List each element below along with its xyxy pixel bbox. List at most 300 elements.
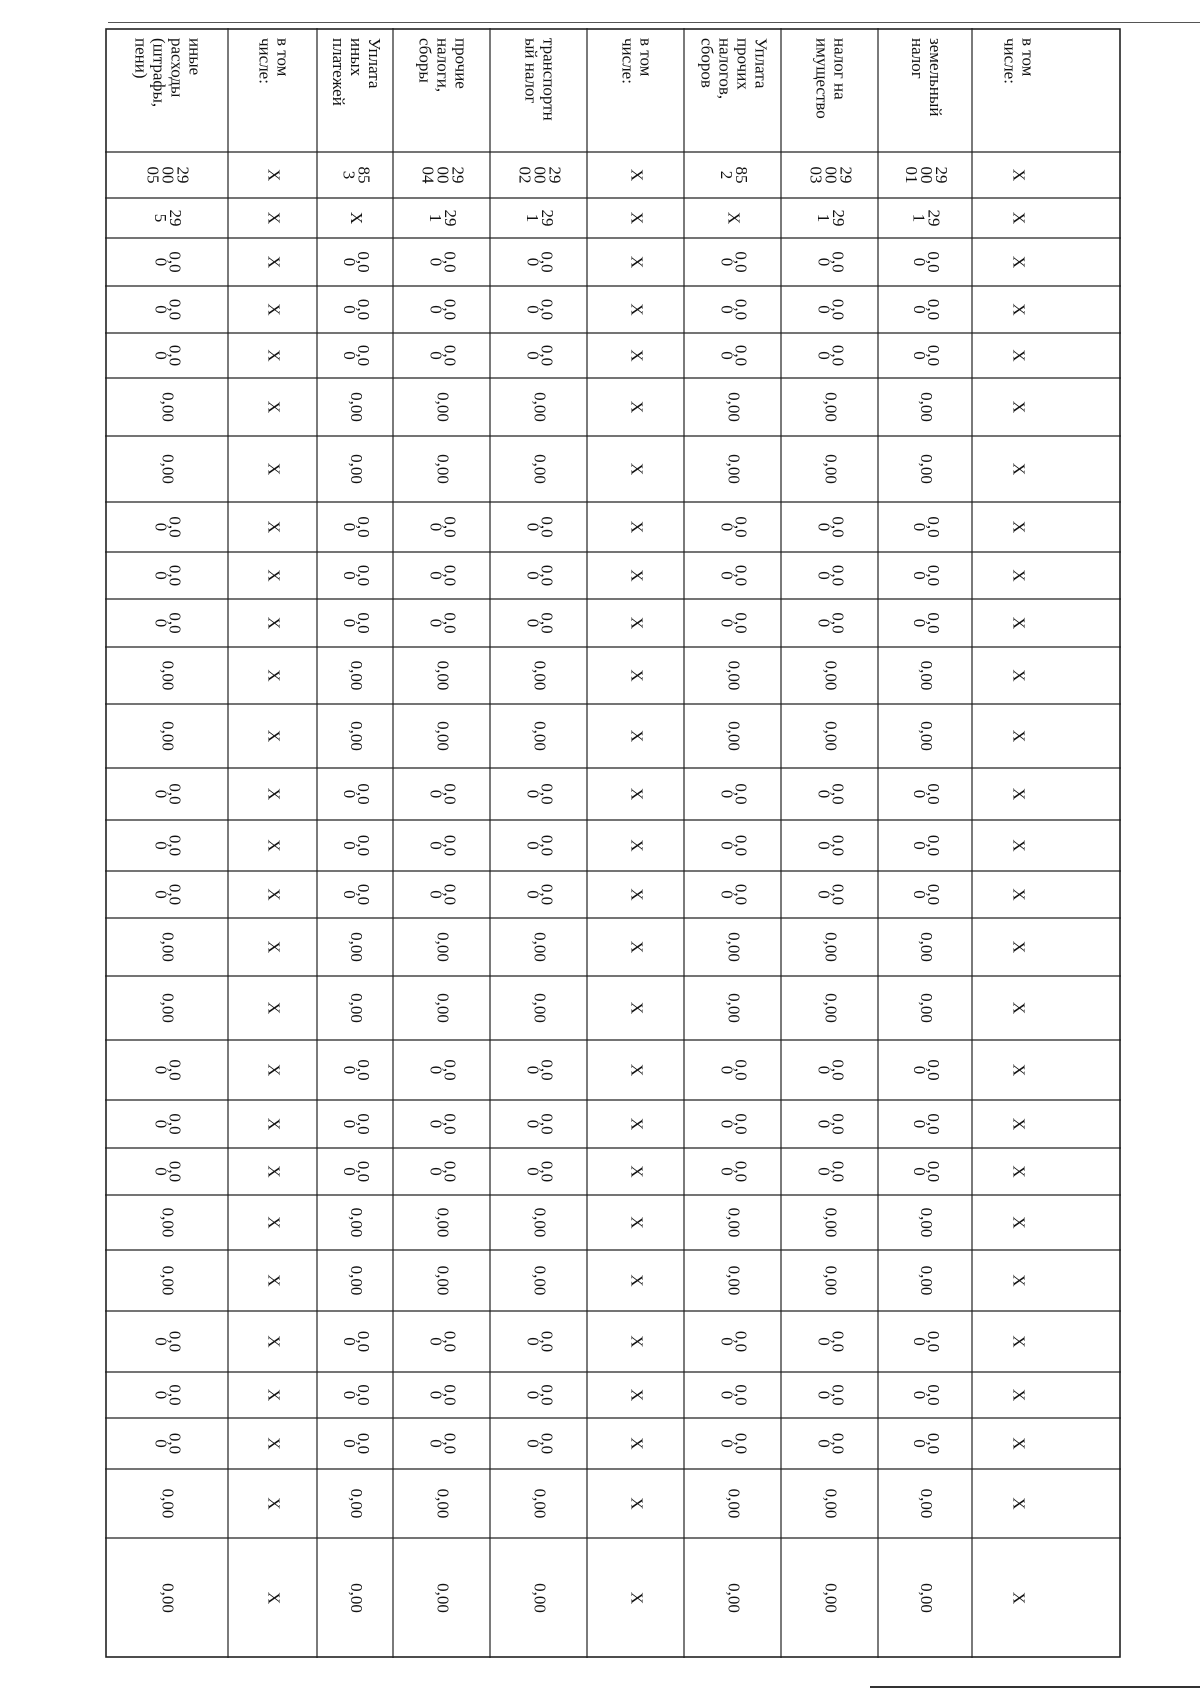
- cell-x-line: X: [264, 940, 284, 954]
- cell-x-line: X: [264, 462, 284, 476]
- cell-value-line: 0: [523, 618, 543, 628]
- cell-value: [152, 884, 185, 905]
- cell-value: [427, 835, 460, 856]
- cell-value-line: 0,0: [924, 516, 944, 538]
- cell-x: [265, 256, 284, 268]
- cell-x-line: X: [264, 787, 284, 801]
- cell-value-line: 0: [814, 351, 834, 360]
- cell-value-line: 0: [340, 890, 360, 899]
- cell-x-line: X: [1009, 1437, 1029, 1450]
- row-label-line: налог на: [830, 38, 850, 100]
- cell-value-line: 0: [814, 1065, 834, 1075]
- cell-value-line: 0: [523, 1439, 543, 1448]
- cell-x-line: X: [627, 940, 647, 954]
- cell-value-line: 0,00: [530, 660, 550, 691]
- cell-x: [628, 349, 647, 361]
- cell-value: [159, 1266, 178, 1296]
- cell-value: [725, 721, 744, 751]
- row-label-line: пени): [131, 38, 151, 79]
- row-code-line: 03: [806, 166, 826, 184]
- cell-value-line: 0,0: [924, 251, 944, 273]
- cell-value-line: 0: [717, 1439, 737, 1448]
- cell-value-line: 0: [151, 1390, 171, 1400]
- cell-x: [265, 401, 284, 413]
- cell-value: [718, 345, 751, 366]
- cell-value-line: 0,0: [165, 612, 185, 634]
- cell-value-line: 0,0: [537, 1432, 557, 1455]
- cell-x: [628, 401, 647, 413]
- cell-x-line: X: [1009, 303, 1029, 316]
- cell-x-line: X: [627, 1497, 647, 1510]
- cell-value-line: 0,0: [537, 344, 557, 367]
- cell-x-line: X: [264, 1063, 284, 1077]
- cell-x: [265, 303, 284, 315]
- row-code2: [347, 212, 366, 224]
- cell-value-line: 0,00: [821, 1265, 841, 1296]
- cell-x: [265, 1165, 284, 1177]
- cell-x-line: X: [627, 303, 647, 316]
- cell-value: [159, 392, 178, 422]
- cell-value-line: 0,00: [724, 721, 744, 751]
- cell-value-line: 0,0: [924, 344, 944, 367]
- row-code: [340, 167, 374, 184]
- cell-value-line: 0: [340, 1065, 360, 1075]
- cell-x-line: X: [627, 1591, 647, 1605]
- cell-value-line: 0: [151, 1439, 171, 1448]
- cell-x: [265, 463, 284, 475]
- row-code-line: 3: [339, 170, 359, 180]
- cell-value-line: 0: [910, 618, 930, 628]
- cell-value: [822, 1489, 841, 1519]
- scan-top-edge: [108, 0, 1200, 23]
- row-code-line: 29: [448, 166, 468, 184]
- cell-value-line: 0,0: [165, 564, 185, 587]
- cell-value: [910, 345, 943, 366]
- row-code-line: 85: [354, 166, 374, 184]
- cell-x: [265, 521, 284, 533]
- cell-value: [822, 1583, 841, 1613]
- cell-x: [1010, 1335, 1029, 1347]
- cell-value: [340, 1433, 373, 1454]
- cell-value: [725, 993, 744, 1023]
- cell-value-line: 0,0: [440, 612, 460, 634]
- cell-value-line: 0,0: [165, 883, 185, 906]
- cell-value: [524, 516, 557, 537]
- cell-value: [347, 932, 366, 962]
- cell-value-line: 0: [151, 305, 171, 314]
- cell-value: [524, 1059, 557, 1080]
- cell-value-line: 0,00: [158, 1583, 178, 1613]
- cell-value-line: 0,0: [165, 834, 185, 857]
- cell-value: [152, 612, 185, 633]
- cell-value-line: 0,0: [440, 344, 460, 367]
- cell-value-line: 0: [910, 1119, 930, 1129]
- cell-value: [340, 783, 373, 804]
- cell-value-line: 0,00: [433, 993, 453, 1023]
- cell-value: [822, 932, 841, 962]
- cell-value-line: 0,0: [165, 1384, 185, 1406]
- row-label-line: транспортн: [539, 38, 559, 121]
- row-code-line: 29: [173, 166, 193, 184]
- cell-value: [434, 392, 453, 422]
- cell-value-line: 0,00: [158, 660, 178, 691]
- row-code-line: 85: [732, 166, 752, 184]
- cell-x: [265, 1118, 284, 1130]
- cell-x: [265, 617, 284, 629]
- row-label-line: Уплата: [365, 38, 385, 89]
- cell-value: [822, 993, 841, 1023]
- cell-value-line: 0,00: [347, 1583, 367, 1613]
- cell-x-line: X: [1009, 839, 1029, 852]
- cell-x-line: X: [1009, 616, 1029, 630]
- cell-value: [347, 1489, 366, 1519]
- cell-x-line: X: [627, 1063, 647, 1077]
- cell-value: [531, 1266, 550, 1296]
- cell-value-line: 0,00: [158, 1207, 178, 1238]
- cell-x: [1010, 1274, 1029, 1286]
- cell-value-line: 0,0: [924, 298, 944, 321]
- cell-value-line: 0,00: [821, 1583, 841, 1613]
- row-label-line: числе:: [1000, 38, 1020, 84]
- cell-value: [340, 299, 373, 320]
- cell-value-line: 0,00: [433, 1488, 453, 1519]
- cell-value-line: 0: [523, 1390, 543, 1400]
- cell-value-line: 0: [717, 522, 737, 532]
- row-label: [813, 38, 850, 119]
- cell-value-line: 0,0: [828, 516, 848, 538]
- cell-value-line: 0,0: [440, 516, 460, 538]
- table-border: [106, 29, 1120, 1657]
- cell-value-line: 0: [523, 841, 543, 850]
- cell-x-line: X: [1009, 1497, 1029, 1510]
- cell-value-line: 0,0: [354, 612, 374, 634]
- cell-value-line: 0: [910, 789, 930, 799]
- cell-value-line: 0,0: [828, 1432, 848, 1455]
- cell-value-line: 0,0: [354, 251, 374, 273]
- cell-x: [1010, 303, 1029, 315]
- cell-value: [152, 565, 185, 586]
- row-code2-line: 1: [426, 213, 446, 223]
- cell-value: [347, 1208, 366, 1238]
- cell-x: [1010, 1437, 1029, 1449]
- cell-value-line: 0,0: [537, 516, 557, 538]
- cell-value-line: 0: [910, 351, 930, 360]
- cell-x-line: X: [627, 255, 647, 269]
- cell-value: [524, 1384, 557, 1405]
- cell-value: [434, 1583, 453, 1613]
- cell-value-line: 0,00: [347, 1488, 367, 1519]
- cell-value-line: 0,00: [158, 932, 178, 962]
- cell-x: [265, 1274, 284, 1286]
- cell-x-line: X: [264, 520, 284, 534]
- cell-value-line: 0,0: [828, 612, 848, 634]
- cell-x: [628, 1592, 647, 1604]
- cell-value-line: 0,00: [821, 454, 841, 484]
- cell-x-line: X: [264, 1001, 284, 1015]
- cell-value-line: 0,00: [433, 1583, 453, 1613]
- cell-x-line: X: [264, 729, 284, 743]
- cell-value: [427, 884, 460, 905]
- cell-value-line: 0: [910, 305, 930, 314]
- cell-value: [427, 1331, 460, 1352]
- cell-x-line: X: [1009, 940, 1029, 954]
- cell-x-line: X: [627, 729, 647, 743]
- cell-value-line: 0,00: [530, 993, 550, 1023]
- row-label-line: (штрафы,: [149, 38, 169, 108]
- row-label: [132, 38, 205, 107]
- cell-value-line: 0,00: [821, 392, 841, 422]
- row-code-line: X: [264, 168, 284, 182]
- cell-x-line: X: [264, 400, 284, 414]
- row-code: [807, 167, 856, 184]
- cell-value: [910, 612, 943, 633]
- cell-value-line: 0,0: [537, 1330, 557, 1353]
- row-code2: [151, 210, 185, 227]
- cell-value: [524, 1161, 557, 1182]
- row-label: [908, 38, 945, 116]
- cell-x-line: X: [264, 839, 284, 852]
- cell-value-line: 0: [151, 1167, 171, 1176]
- cell-x-line: X: [1009, 462, 1029, 476]
- cell-value: [910, 884, 943, 905]
- cell-x-line: X: [264, 1117, 284, 1131]
- cell-value: [531, 721, 550, 751]
- cell-value-line: 0: [523, 1065, 543, 1075]
- cell-value-line: 0,00: [724, 454, 744, 484]
- cell-value-line: 0: [340, 1337, 360, 1346]
- cell-value: [910, 516, 943, 537]
- row-label-line: иных: [347, 38, 367, 77]
- cell-value: [524, 1331, 557, 1352]
- cell-value: [531, 1489, 550, 1519]
- cell-value-line: 0,0: [731, 298, 751, 321]
- cell-x: [1010, 521, 1029, 533]
- cell-value-line: 0,0: [537, 612, 557, 634]
- cell-value: [917, 1208, 936, 1238]
- cell-value-line: 0,00: [917, 1207, 937, 1238]
- cell-x: [628, 839, 647, 851]
- cell-value-line: 0,00: [158, 1265, 178, 1296]
- cell-value: [152, 1059, 185, 1080]
- cell-value: [159, 993, 178, 1023]
- cell-value: [725, 1583, 744, 1613]
- cell-value: [815, 565, 848, 586]
- cell-value-line: 0: [523, 1337, 543, 1346]
- cell-value: [815, 884, 848, 905]
- cell-value-line: 0,00: [724, 932, 744, 962]
- cell-value: [917, 454, 936, 484]
- cell-value: [531, 1208, 550, 1238]
- cell-value-line: 0: [426, 351, 446, 360]
- row-code2-line: 29: [441, 209, 461, 227]
- cell-value-line: 0,0: [924, 883, 944, 906]
- cell-value-line: 0,0: [537, 564, 557, 587]
- cell-value-line: 0,0: [537, 1113, 557, 1135]
- cell-value-line: 0,0: [537, 251, 557, 273]
- cell-value-line: 0,00: [158, 454, 178, 484]
- cell-value-line: 0,0: [731, 834, 751, 857]
- cell-value: [718, 835, 751, 856]
- row-label-line: сборы: [415, 38, 435, 83]
- cell-value-line: 0,00: [347, 993, 367, 1023]
- cell-value-line: 0: [151, 351, 171, 360]
- row-code: [516, 167, 565, 184]
- cell-value: [718, 1384, 751, 1405]
- cell-value-line: 0: [814, 789, 834, 799]
- row-label: [698, 38, 771, 99]
- cell-value-line: 0: [426, 257, 446, 267]
- cell-value-line: 0: [151, 571, 171, 580]
- cell-value: [347, 392, 366, 422]
- row-code-line: 04: [418, 166, 438, 184]
- row-code2: [1010, 212, 1029, 224]
- cell-value-line: 0,00: [347, 932, 367, 962]
- cell-value: [910, 251, 943, 272]
- row-code2-line: 29: [924, 209, 944, 227]
- cell-x-line: X: [1009, 1216, 1029, 1229]
- row-code2-line: X: [347, 211, 367, 225]
- cell-value: [910, 1331, 943, 1352]
- cell-x: [1010, 463, 1029, 475]
- cell-value-line: 0,00: [530, 1207, 550, 1238]
- cell-value: [434, 1208, 453, 1238]
- cell-value-line: 0,0: [440, 1160, 460, 1183]
- cell-value-line: 0,0: [731, 883, 751, 906]
- cell-value-line: 0,00: [530, 721, 550, 751]
- cell-value-line: 0: [340, 789, 360, 799]
- cell-value-line: 0,00: [433, 454, 453, 484]
- cell-value-line: 0,0: [924, 834, 944, 857]
- cell-value-line: 0,00: [347, 721, 367, 751]
- cell-value-line: 0: [426, 1390, 446, 1400]
- cell-value-line: 0,0: [828, 1160, 848, 1183]
- cell-value-line: 0,0: [731, 1432, 751, 1455]
- cell-x: [1010, 349, 1029, 361]
- cell-value-line: 0,00: [917, 660, 937, 691]
- cell-value: [159, 1489, 178, 1519]
- row-code: [144, 167, 193, 184]
- cell-value: [152, 251, 185, 272]
- cell-value-line: 0: [426, 522, 446, 532]
- cell-x: [628, 1002, 647, 1014]
- cell-value-line: 0,0: [828, 344, 848, 367]
- cell-x: [1010, 569, 1029, 581]
- row-label: [329, 38, 384, 106]
- cell-value-line: 0,0: [165, 1113, 185, 1135]
- cell-x-line: X: [627, 520, 647, 534]
- cell-x-line: X: [1009, 669, 1029, 682]
- cell-value-line: 0: [814, 571, 834, 580]
- cell-value-line: 0,0: [924, 1330, 944, 1353]
- cell-value-line: 0,0: [828, 564, 848, 587]
- cell-value-line: 0: [910, 1337, 930, 1346]
- cell-value: [910, 1384, 943, 1405]
- cell-value-line: 0,0: [440, 1113, 460, 1135]
- row-code2-line: 29: [829, 209, 849, 227]
- cell-x-line: X: [627, 616, 647, 630]
- cell-value: [815, 1113, 848, 1134]
- cell-value-line: 0,0: [440, 1059, 460, 1081]
- row-code2: [426, 210, 460, 227]
- cell-x: [1010, 1118, 1029, 1130]
- cell-x-line: X: [1009, 1591, 1029, 1605]
- row-code-line: 00: [158, 166, 178, 184]
- cell-value-line: 0,0: [354, 1384, 374, 1406]
- cell-value-line: 0: [340, 618, 360, 628]
- cell-value: [427, 1384, 460, 1405]
- cell-value-line: 0,0: [537, 1384, 557, 1406]
- cell-x: [628, 463, 647, 475]
- cell-value: [910, 1059, 943, 1080]
- cell-value-line: 0: [151, 1337, 171, 1346]
- cell-value-line: 0: [717, 841, 737, 850]
- cell-x-line: X: [1009, 349, 1029, 362]
- cell-value-line: 0: [426, 1065, 446, 1075]
- cell-value-line: 0,0: [828, 1113, 848, 1135]
- cell-value-line: 0,00: [917, 1265, 937, 1296]
- row-code-line: 02: [515, 166, 535, 184]
- cell-value: [815, 1433, 848, 1454]
- cell-value: [725, 1489, 744, 1519]
- row-code: [717, 167, 751, 184]
- cell-x: [628, 788, 647, 800]
- row-code-line: 29: [932, 166, 952, 184]
- cell-value: [152, 1331, 185, 1352]
- cell-value-line: 0,0: [440, 834, 460, 857]
- cell-value-line: 0: [523, 257, 543, 267]
- cell-x-line: X: [1009, 255, 1029, 269]
- cell-value-line: 0,00: [724, 1207, 744, 1238]
- row-code: [419, 167, 468, 185]
- cell-x: [265, 1335, 284, 1347]
- cell-value-line: 0,00: [724, 392, 744, 422]
- cell-value: [159, 721, 178, 751]
- cell-value-line: 0,0: [924, 1160, 944, 1183]
- cell-value: [434, 1266, 453, 1296]
- cell-value-line: 0,0: [354, 1059, 374, 1081]
- cell-value-line: 0: [910, 890, 930, 899]
- cell-value: [152, 783, 185, 804]
- cell-x-line: X: [1009, 729, 1029, 743]
- cell-value: [531, 1583, 550, 1613]
- cell-value: [718, 251, 751, 272]
- row-code2-line: X: [1009, 211, 1029, 225]
- cell-value-line: 0,0: [354, 834, 374, 857]
- cell-x: [265, 1216, 284, 1228]
- cell-value-line: 0: [151, 257, 171, 267]
- cell-x-line: X: [627, 1388, 647, 1402]
- cell-value-line: 0,00: [530, 1488, 550, 1519]
- cell-value: [347, 1583, 366, 1613]
- cell-x: [1010, 1216, 1029, 1228]
- cell-value-line: 0: [340, 351, 360, 360]
- cell-value-line: 0,0: [440, 251, 460, 273]
- cell-value-line: 0,00: [347, 660, 367, 691]
- cell-value-line: 0,00: [821, 1207, 841, 1238]
- cell-value: [815, 1059, 848, 1080]
- row-code: [1010, 169, 1029, 181]
- cell-value-line: 0: [814, 1390, 834, 1400]
- cell-value-line: 0,0: [165, 344, 185, 367]
- cell-x: [265, 888, 284, 900]
- cell-value: [524, 612, 557, 633]
- cell-value: [822, 1266, 841, 1296]
- cell-x: [628, 1064, 647, 1076]
- cell-value: [917, 721, 936, 751]
- cell-value-line: 0: [814, 522, 834, 532]
- cell-x: [1010, 1165, 1029, 1177]
- cell-value: [524, 565, 557, 586]
